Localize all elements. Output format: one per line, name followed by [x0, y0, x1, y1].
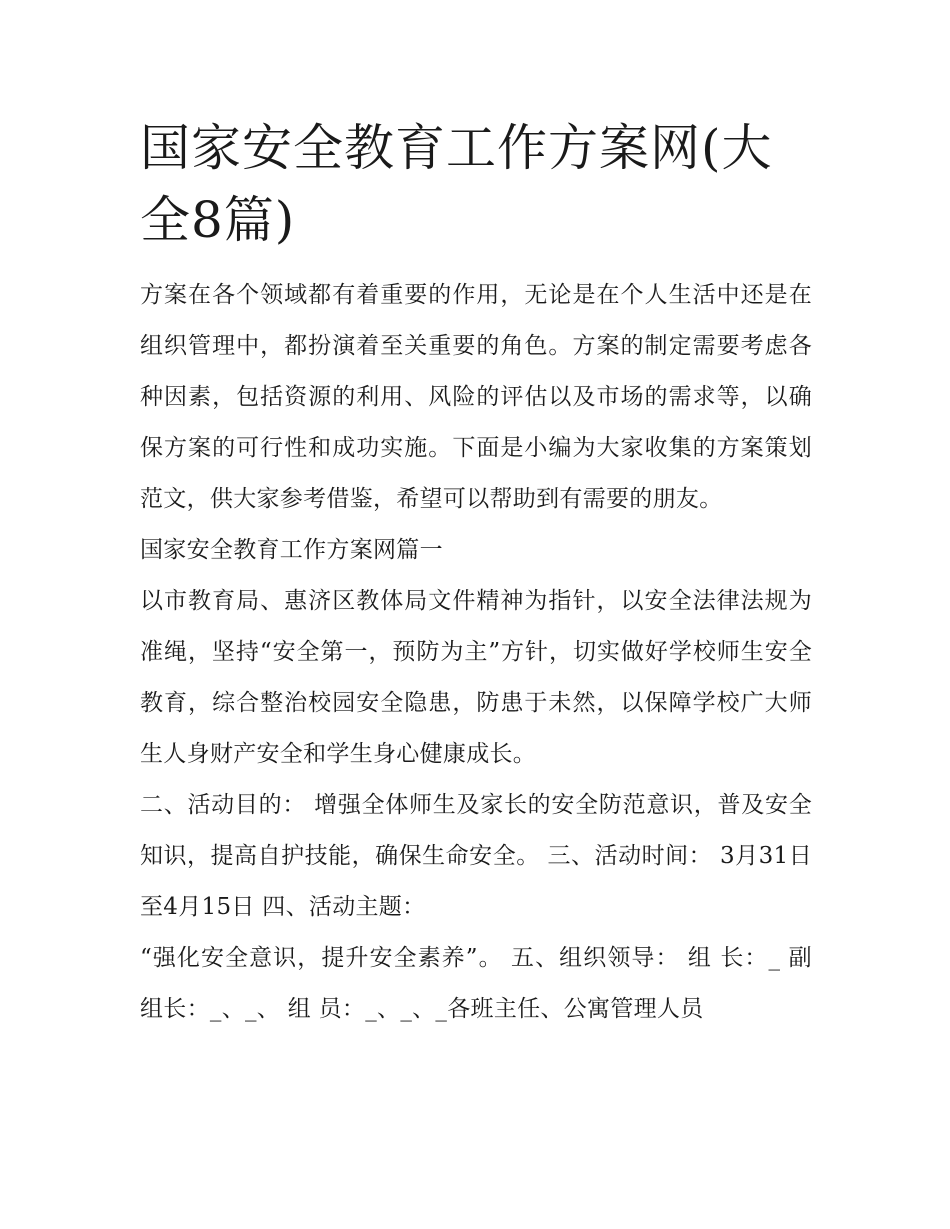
document-page	[140, 112, 812, 1035]
document-title: 国家安全教育工作方案网(大全8篇)	[140, 119, 773, 249]
body-paragraph-theme: “强化安全意识，提升安全素养”。 五、组织领导： 组 长：_ 副组长：_、_、 组 员：_、_、_各班主任、公寓管理人员	[140, 945, 812, 1022]
body-paragraph-goals: 二、活动目的： 增强全体师生及家长的安全防范意识，普及安全知识，提高自护技能，确保生命安全。 三、活动时间： 3月31日至4月15日 四、活动主题：	[140, 792, 812, 920]
section-heading: 国家安全教育工作方案网篇一	[140, 537, 443, 563]
body-paragraph-guideline: 以市教育局、惠济区教体局文件精神为指针，以安全法律法规为准绳，坚持“安全第一，预防为主”方针，切实做好学校师生安全教育，综合整治校园安全隐患，防患于未然，以保障学校广大师生人身财产安全和学生身心健康成长。	[140, 588, 812, 767]
intro-paragraph: 方案在各个领域都有着重要的作用，无论是在个人生活中还是在组织管理中，都扮演着至关重要的角色。方案的制定需要考虑各种因素，包括资源的利用、风险的评估以及市场的需求等，以确保方案的可行性和成功实施。下面是小编为大家收集的方案策划范文，供大家参考借鉴，希望可以帮助到有需要的朋友。	[140, 282, 812, 512]
